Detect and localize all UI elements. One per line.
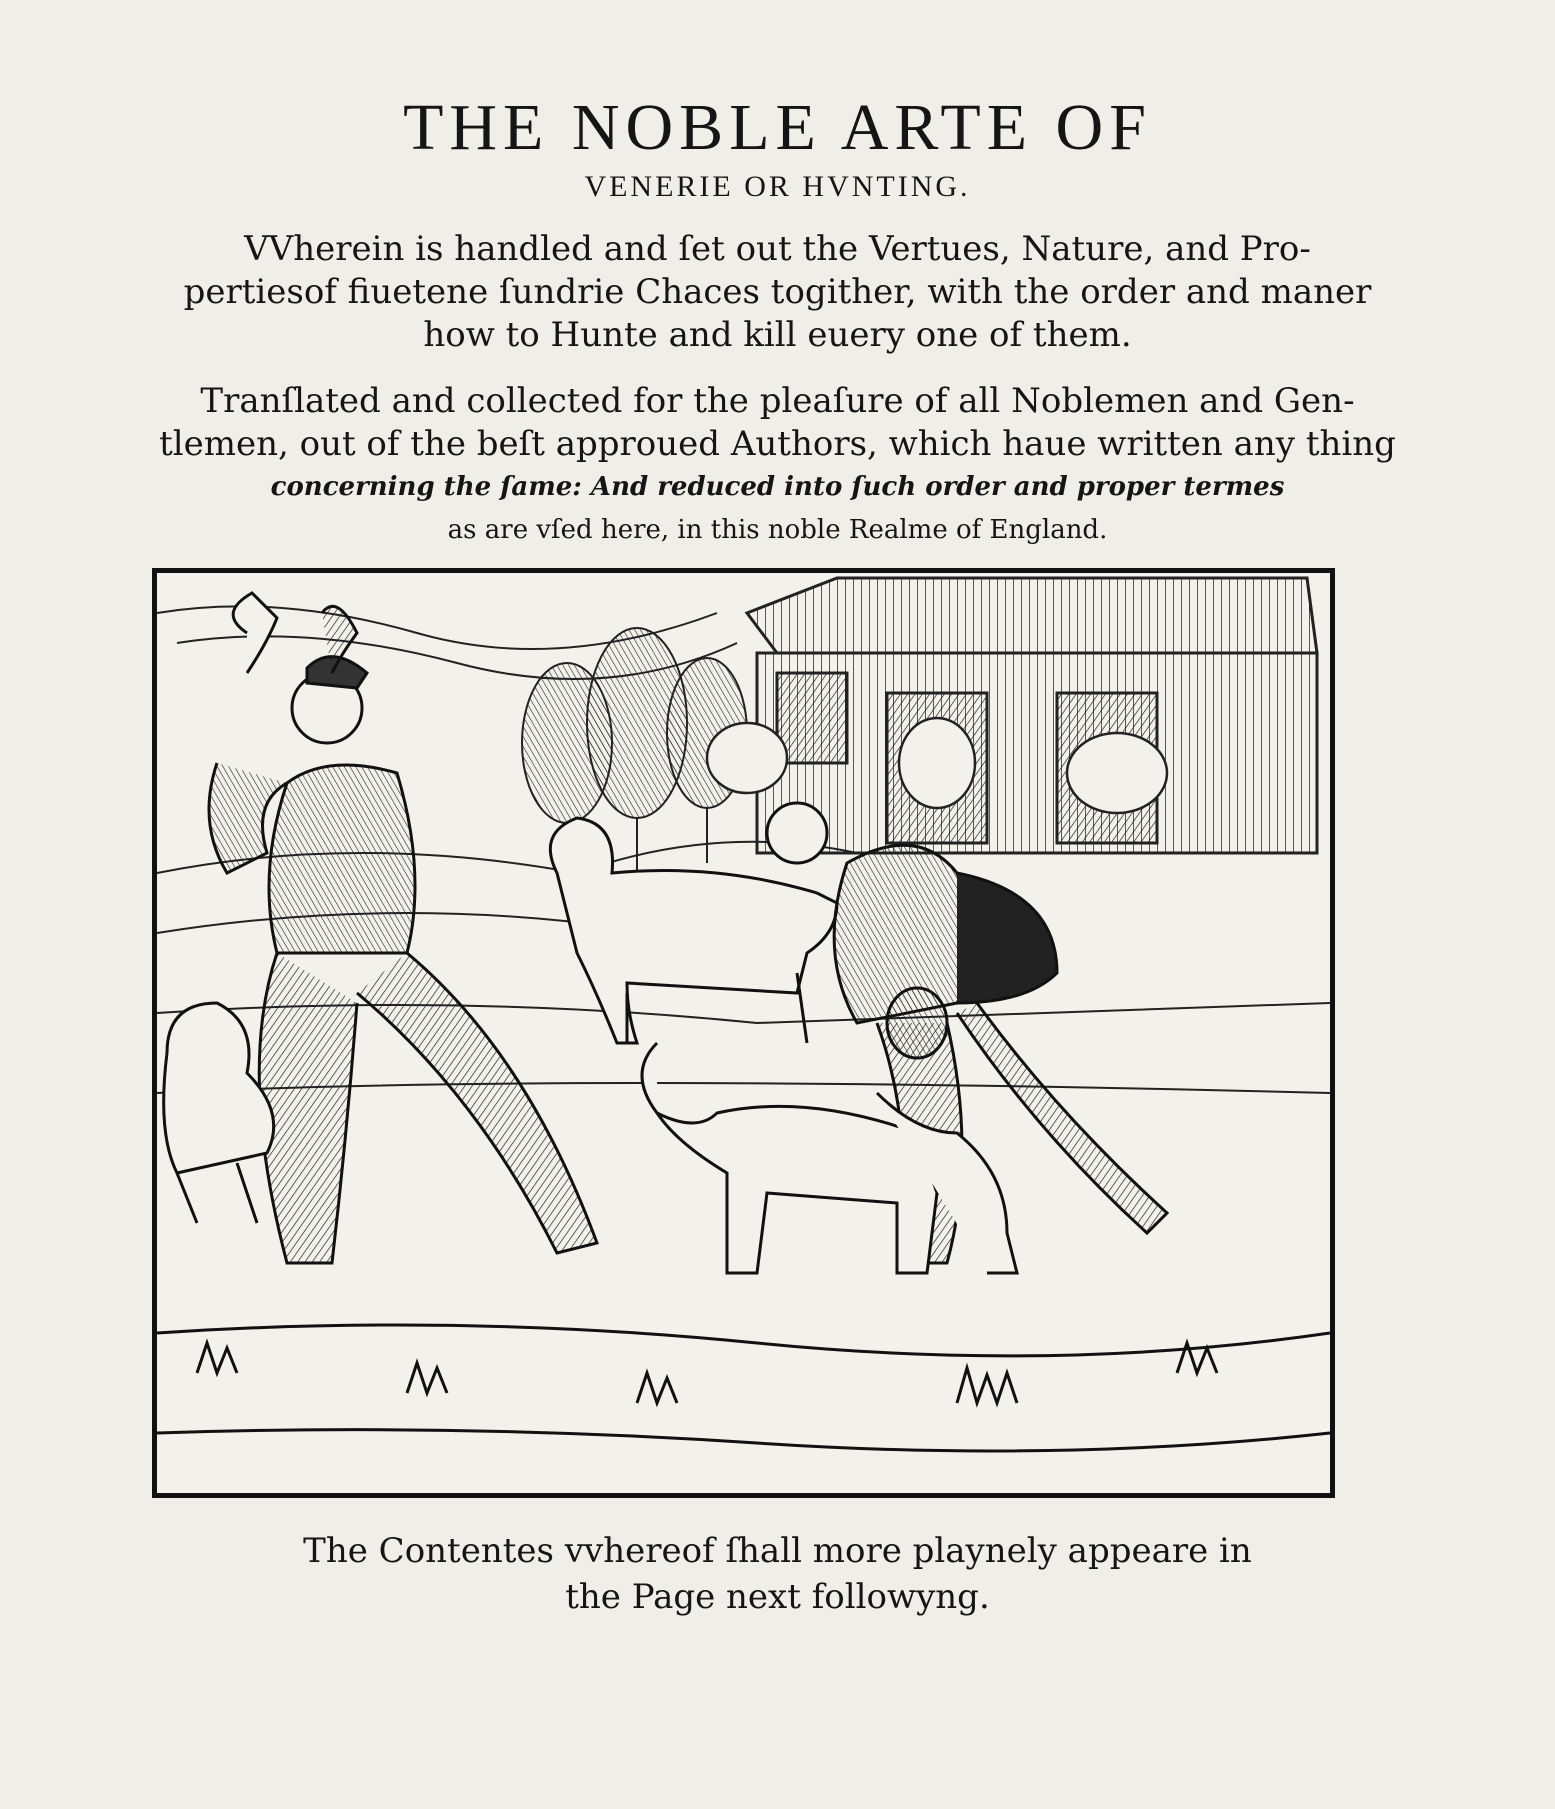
kennel-building — [747, 578, 1317, 853]
caption-line: The Contentes vvhereof ſhall more playnely appeare in — [303, 1531, 1252, 1571]
woodcut-illustration — [152, 568, 1335, 1498]
page-subtitle: VENERIE OR HVNTING. — [584, 170, 971, 203]
translation-line: tlemen, out of the beſt approued Authors, which haue written any thing — [159, 424, 1396, 464]
description-line: pertiesof fiuetene ſundrie Chaces togither, with the order and maner — [183, 272, 1372, 312]
hunting-scene-illustration — [157, 573, 1330, 1493]
caption-line: the Page next followyng. — [565, 1577, 990, 1617]
description-paragraph — [0, 228, 1555, 357]
lying-dog — [164, 1003, 274, 1223]
translation-line: as are vſed here, in this noble Realme of England. — [447, 515, 1108, 545]
caption-paragraph — [0, 1528, 1555, 1620]
leashed-dogs — [642, 1043, 1017, 1273]
page-title: THE NOBLE ARTE OF — [403, 91, 1152, 164]
translation-line-italic: concerning the ſame: And reduced into ſuch order and proper termes — [270, 472, 1285, 502]
description-line: VVherein is handled and ſet out the Vertues, Nature, and Pro- — [244, 229, 1311, 269]
translation-line: Tranſlated and collected for the pleaſure of all Noblemen and Gen- — [200, 381, 1355, 421]
translation-paragraph — [0, 380, 1555, 552]
ground-grass — [157, 1325, 1330, 1451]
description-line: how to Hunte and kill euery one of them. — [423, 315, 1132, 355]
